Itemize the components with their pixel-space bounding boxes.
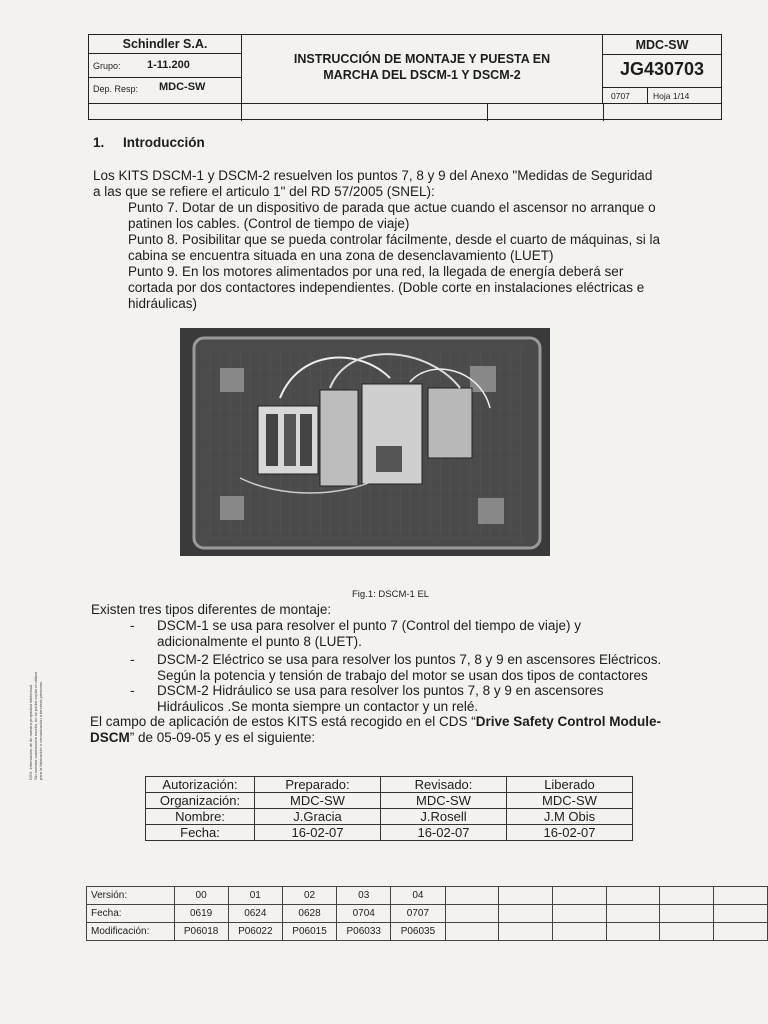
table-cell: 0628 (282, 905, 336, 923)
dept-code: MDC-SW (603, 35, 721, 55)
table-cell: P06015 (282, 923, 336, 941)
table-cell: 0619 (174, 905, 228, 923)
table-cell: Versión: (87, 887, 175, 905)
table-cell: 01 (228, 887, 282, 905)
note-line: DSS: Información de de nuestra propiedad intelectual. (28, 683, 33, 780)
header-right-block (602, 35, 721, 103)
table-cell: 00 (174, 887, 228, 905)
mount-item-line: adicionalmente el punto 8 (LUET). (157, 633, 362, 649)
table-cell: P06033 (337, 923, 391, 941)
point-line: Punto 9. En los motores alimentados por una red, la llegada de energía deberá ser (128, 264, 624, 279)
bullet-dash: - (130, 618, 135, 633)
title-line-1: INSTRUCCIÓN DE MONTAJE Y PUESTA EN (293, 52, 551, 66)
table-cell: Autorización: (146, 777, 255, 793)
table-row (146, 825, 633, 841)
title-line-2: MARCHA DEL DSCM-1 Y DSCM-2 (323, 68, 521, 82)
closing-bold: Drive Safety Control Module- (475, 714, 661, 729)
table-cell: 0707 (391, 905, 445, 923)
table-cell: Preparado: (255, 777, 381, 793)
mount-item-line: DSCM-1 se usa para resolver el punto 7 (Control del tiempo de viaje) y (157, 618, 581, 633)
table-cell: 0624 (228, 905, 282, 923)
table-cell: Modificación: (87, 923, 175, 941)
mount-item-line: Hidráulicos .Se monta siempre un contactor y un relé. (157, 698, 479, 714)
table-cell: 16-02-07 (255, 825, 381, 841)
document-title (241, 51, 603, 83)
section-number: 1. (93, 135, 105, 150)
table-cell: Fecha: (87, 905, 175, 923)
table-cell: Fecha: (146, 825, 255, 841)
table-cell: J.M Obis (507, 809, 633, 825)
note-line: para la fabricación o comunicación a terceras personas. (38, 680, 43, 780)
mount-intro: Existen tres tipos diferentes de montaje: (91, 602, 332, 617)
sheet-value: Hoja 1/14 (653, 91, 690, 101)
point-line: patinen los cables. (Control de tiempo de viaje) (128, 216, 410, 231)
note-line: Sin nuestra autorización escrita, no se podrá copiar ni utilizar (33, 671, 38, 780)
revision-value: 0707 (611, 91, 630, 101)
intro-line: Los KITS DSCM-1 y DSCM-2 resuelven los puntos 7, 8 y 9 del Anexo "Medidas de Seguridad (93, 168, 653, 183)
table-row (87, 887, 768, 905)
table-row (146, 809, 633, 825)
approval-table (145, 776, 633, 841)
table-cell: Revisado: (381, 777, 507, 793)
point-line: Punto 8. Posibilitar que se pueda controlar fácilmente, desde el cuarto de máquinas, si la (128, 232, 661, 247)
point-line: Punto 7. Dotar de un dispositivo de parada que actue cuando el ascensor no arranque o (128, 200, 656, 215)
table-row (146, 777, 633, 793)
section-heading (93, 135, 205, 150)
intro-paragraph (93, 168, 733, 200)
header-left-block (89, 35, 242, 103)
company-name: Schindler S.A. (122, 37, 208, 51)
section-title: Introducción (123, 135, 205, 150)
mount-item (157, 618, 727, 649)
table-cell: MDC-SW (255, 793, 381, 809)
intro-line: a las que se refiere el articulo 1" del RD 57/2005 (SNEL): (93, 184, 435, 199)
bullet-dash: - (130, 652, 135, 667)
table-cell: 04 (391, 887, 445, 905)
versions-table (86, 886, 768, 941)
closing-paragraph (90, 714, 730, 746)
group-value: 1-11.200 (147, 59, 190, 71)
points-list (128, 200, 718, 312)
closing-text: ” de 05-09-05 y es el siguiente: (129, 730, 316, 745)
table-cell: 0704 (337, 905, 391, 923)
point-line: cabina se encuentra situada en una zona de desenclavamiento (LUET) (128, 248, 554, 263)
table-cell: P06018 (174, 923, 228, 941)
table-cell: Nombre: (146, 809, 255, 825)
mount-item-line: DSCM-2 Eléctrico se usa para resolver los puntos 7, 8 y 9 en ascensores Eléctricos. (157, 652, 662, 667)
mount-item (157, 652, 727, 683)
table-row (87, 905, 768, 923)
dept-value: MDC-SW (159, 81, 206, 93)
table-cell: P06035 (391, 923, 445, 941)
table-cell: MDC-SW (381, 793, 507, 809)
table-cell: 16-02-07 (381, 825, 507, 841)
document-header (88, 34, 722, 120)
table-cell: 02 (282, 887, 336, 905)
dept-label: Dep. Resp: (93, 84, 139, 94)
table-cell: J.Gracia (255, 809, 381, 825)
table-cell: 03 (337, 887, 391, 905)
closing-bold: DSCM (90, 730, 130, 745)
mount-item-line: Según la potencia y tensión de trabajo del motor se usan dos tipos de contactores (157, 667, 648, 683)
point-line: cortada por dos contactores independientes. (Doble corte en instalaciones eléctricas e (128, 280, 645, 295)
dscm-photo-image (180, 328, 550, 556)
table-row (146, 793, 633, 809)
table-cell: Liberado (507, 777, 633, 793)
table-cell: MDC-SW (507, 793, 633, 809)
figure-caption: Fig.1: DSCM-1 EL (352, 589, 430, 600)
confidentiality-note (28, 672, 43, 780)
table-row (87, 923, 768, 941)
mount-item-line: DSCM-2 Hidráulico se usa para resolver los puntos 7, 8 y 9 en ascensores (157, 683, 604, 698)
table-cell: Organización: (146, 793, 255, 809)
table-cell: 16-02-07 (507, 825, 633, 841)
table-cell: P06022 (228, 923, 282, 941)
point-line: hidráulicas) (128, 296, 198, 311)
dscm-photo (180, 328, 550, 556)
bullet-dash: - (130, 683, 135, 698)
closing-text: El campo de aplicación de estos KITS está recogido en el CDS “ (90, 714, 476, 729)
mount-item (157, 683, 727, 714)
document-code: JG430703 (619, 59, 705, 79)
revision-row (603, 87, 721, 104)
table-cell: J.Rosell (381, 809, 507, 825)
group-label: Grupo: (93, 61, 121, 71)
